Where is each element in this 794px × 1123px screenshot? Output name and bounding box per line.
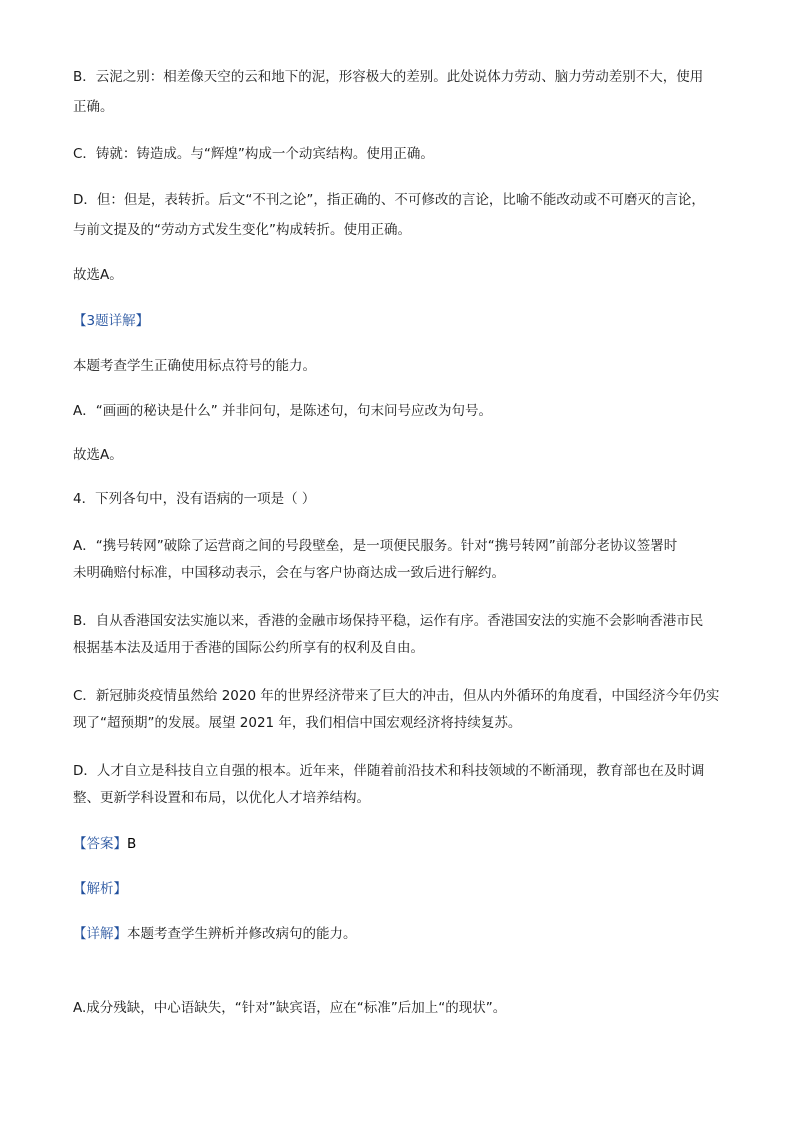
q4-option-a-cont: 未明确赔付标准，中国移动表示，会在与客户协商达成一致后进行解约。 [73, 565, 505, 581]
q2-option-b: B．云泥之别：相差像天空的云和地下的泥，形容极大的差别。此处说体力劳动、脑力劳动差别不大，使用 [73, 69, 704, 85]
q4-option-c: C．新冠肺炎疫情虽然给 2020 年的世界经济带来了巨大的冲击，但从内外循环的角度看，中国经济今年仍实 [73, 688, 720, 704]
analysis-tag: 【解析】 [73, 881, 127, 897]
q2-conclusion: 故选A。 [73, 267, 123, 283]
q2-option-b-cont: 正确。 [73, 99, 114, 115]
answer-value: B [127, 836, 137, 852]
analysis-option-a: A.成分残缺，中心语缺失，“针对”缺宾语，应在“标准”后加上“的现状”。 [73, 1000, 507, 1016]
answer-line [73, 835, 733, 853]
detail-tag: 【详解】 [73, 926, 127, 942]
q4-stem: 4．下列各句中，没有语病的一项是（ ） [73, 491, 316, 507]
q4-option-d: D．人才自立是科技自立自强的根本。近年来，伴随着前沿技术和科技领域的不断涌现，教育部也在及时调 [73, 763, 705, 779]
detail-line [73, 925, 733, 943]
q4-option-d-cont: 整、更新学科设置和布局，以优化人才培养结构。 [73, 790, 370, 806]
q2-option-c: C．铸就：铸造成。与“辉煌”构成一个动宾结构。使用正确。 [73, 146, 434, 162]
q3-conclusion: 故选A。 [73, 447, 123, 463]
detail-text: 本题考查学生辨析并修改病句的能力。 [127, 926, 357, 942]
answer-tag: 【答案】 [73, 836, 127, 852]
q3-intro: 本题考查学生正确使用标点符号的能力。 [73, 358, 316, 374]
q2-option-d: D．但：但是，表转折。后文“不刊之论”，指正确的、不可修改的言论，比喻不能改动或不可磨灭的言论， [73, 192, 705, 208]
q4-option-a: A．“携号转网”破除了运营商之间的号段壁垒，是一项便民服务。针对“携号转网”前部分老协议签署时 [73, 538, 678, 554]
q3-option-a: A．“画画的秘诀是什么” 并非问句，是陈述句，句末问号应改为句号。 [73, 403, 493, 419]
q4-option-b-cont: 根据基本法及适用于香港的国际公约所享有的权利及自由。 [73, 640, 424, 656]
q2-option-d-cont: 与前文提及的“劳动方式发生变化”构成转折。使用正确。 [73, 222, 411, 238]
q3-detail-header: 【3题详解】 [73, 313, 150, 329]
q4-option-c-cont: 现了“超预期”的发展。展望 2021 年，我们相信中国宏观经济将持续复苏。 [73, 715, 522, 731]
q4-option-b: B．自从香港国安法实施以来，香港的金融市场保持平稳，运作有序。香港国安法的实施不会影响香港市民 [73, 613, 704, 629]
